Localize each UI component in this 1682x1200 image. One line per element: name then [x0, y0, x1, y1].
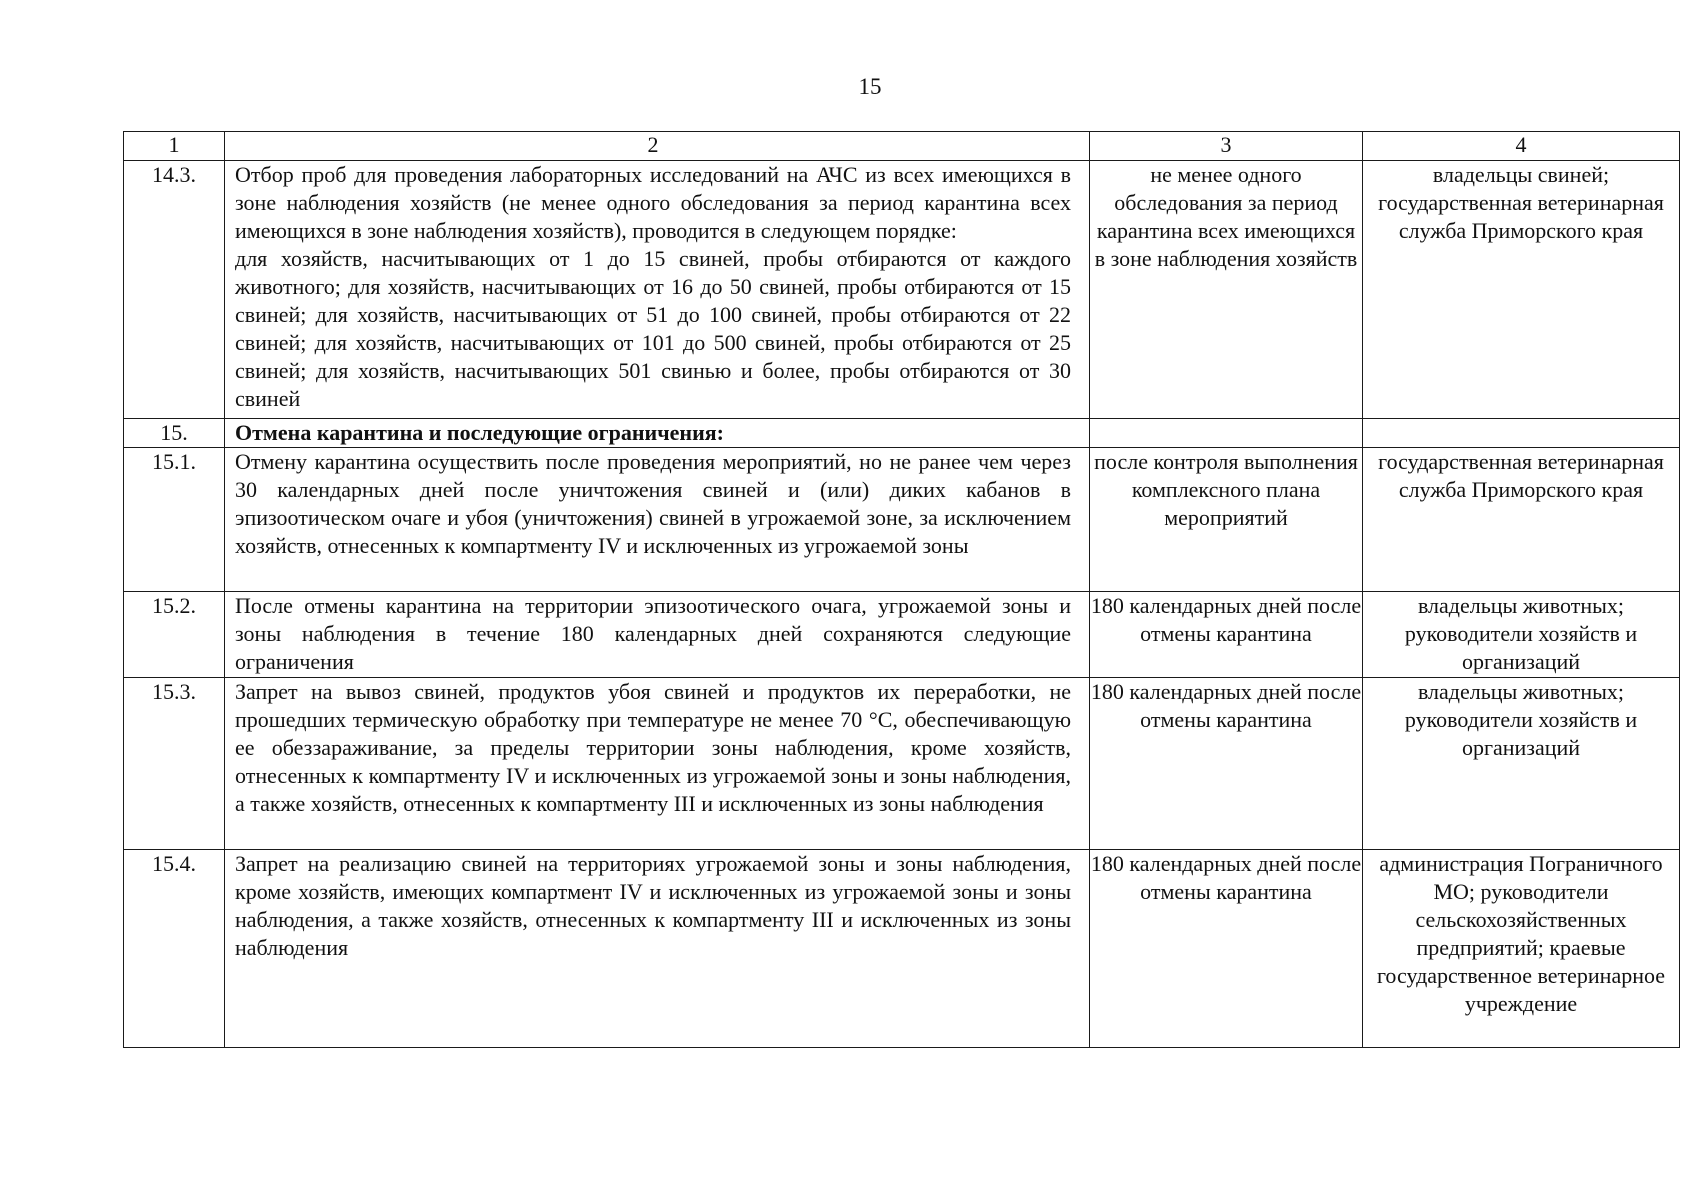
table-row: [124, 592, 1680, 678]
measures-table: [123, 131, 1680, 1048]
row-number: 15.1.: [124, 448, 225, 592]
row-text-paragraph: Запрет на вывоз свиней, продуктов убоя свиней и продуктов их переработки, не прошедших термическую обработку при температуре не менее 70 °С, обеспечивающую ее обеззараживание, за пределы территории зоны наблюдения, кроме хозяйств, отнесенных к компартменту IV и исключенных из угрожаемой зоны и зоны наблюдения, а также хозяйств, отнесенных к компартменту III и исключенных из зоны наблюдения: [235, 679, 1071, 816]
row-term: после контроля выполнения комплексного плана мероприятий: [1090, 448, 1363, 592]
row-text-paragraph: Запрет на реализацию свиней на территориях угрожаемой зоны и зоны наблюдения, кроме хозяйств, имеющих компартмент IV и исключенных из угрожаемой зоны и зоны наблюдения, а также хозяйств, отнесенных к компартменту III и исключенных из зоны наблюдения: [235, 851, 1071, 960]
row-text-paragraph: Отбор проб для проведения лабораторных исследований на АЧС из всех имеющихся в зоне наблюдения хозяйств (не менее одного обследования за период карантина всех имеющихся в зоне наблюдения хозяйств), проводится в следующем порядке:: [235, 162, 1071, 243]
row-number: 15.3.: [124, 678, 225, 850]
row-number: 15.2.: [124, 592, 225, 678]
row-text: [225, 448, 1090, 592]
section-heading: [225, 419, 1090, 448]
row-text: [225, 850, 1090, 1048]
row-term: 180 календарных дней после отмены карантина: [1090, 678, 1363, 850]
row-number: 15.: [124, 419, 225, 448]
row-text-paragraph: После отмены карантина на территории эпизоотического очага, угрожаемой зоны и зоны наблюдения в течение 180 календарных дней сохраняются следующие ограничения: [235, 593, 1071, 674]
row-responsible: [1363, 419, 1680, 448]
row-term: 180 календарных дней после отмены карантина: [1090, 592, 1363, 678]
row-term: [1090, 419, 1363, 448]
table-header-row: [124, 132, 1680, 161]
row-number: 15.4.: [124, 850, 225, 1048]
header-col-1: 1: [124, 132, 225, 161]
row-text-paragraph: Отмена карантина и последующие ограничения:: [235, 420, 724, 445]
table-row: [124, 678, 1680, 850]
row-text: [225, 678, 1090, 850]
row-responsible: администрация Пограничного МО; руководители сельскохозяйственных предприятий; краевые государственное ветеринарное учреждение: [1363, 850, 1680, 1048]
row-text: [225, 592, 1090, 678]
row-text-paragraph: для хозяйств, насчитывающих от 1 до 15 свиней, пробы отбираются от каждого животного; для хозяйств, насчитывающих от 16 до 50 свиней, пробы отбираются от 15 свиней; для хозяйств, насчитывающих от 51 до 100 свиней, пробы отбираются от 22 свиней; для хозяйств, насчитывающих от 101 до 500 свиней, пробы отбираются от 25 свиней; для хозяйств, насчитывающих 501 свинью и более, пробы отбираются от 30 свиней: [235, 246, 1071, 411]
table-row: [124, 161, 1680, 419]
table-row: [124, 419, 1680, 448]
header-col-4: 4: [1363, 132, 1680, 161]
row-term: не менее одного обследования за период карантина всех имеющихся в зоне наблюдения хозяйств: [1090, 161, 1363, 419]
page-number: 15: [858, 74, 882, 99]
row-text-paragraph: Отмену карантина осуществить после проведения мероприятий, но не ранее чем через 30 календарных дней после уничтожения свиней и (или) диких кабанов в эпизоотическом очаге и убоя (уничтожения) свиней в угрожаемой зоне, за исключением хозяйств, отнесенных к компартменту IV и исключенных из угрожаемой зоны: [235, 449, 1071, 558]
row-responsible: владельцы свиней; государственная ветеринарная служба Приморского края: [1363, 161, 1680, 419]
header-col-3: 3: [1090, 132, 1363, 161]
row-responsible: владельцы животных; руководители хозяйств и организаций: [1363, 592, 1680, 678]
header-col-2: 2: [225, 132, 1090, 161]
row-responsible: государственная ветеринарная служба Приморского края: [1363, 448, 1680, 592]
row-term: 180 календарных дней после отмены карантина: [1090, 850, 1363, 1048]
table-row: [124, 850, 1680, 1048]
row-responsible: владельцы животных; руководители хозяйств и организаций: [1363, 678, 1680, 850]
row-number: 14.3.: [124, 161, 225, 419]
table-row: [124, 448, 1680, 592]
row-text: [225, 161, 1090, 419]
